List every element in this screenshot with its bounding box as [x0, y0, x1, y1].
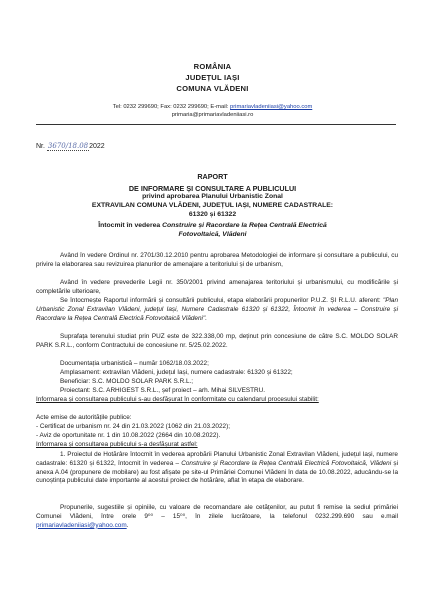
- paragraph-ordinance: Având în vedere Ordinul nr. 2701/30.12.2010 pentru aprobarea Metodologiei de informare și consultare a publicului, cu privire la elaborarea sau revizuirea planurilor de amenajare a teritoriului și de urbanism,: [36, 252, 398, 268]
- report-purpose-prefix: Întocmit în vederea: [98, 222, 161, 229]
- contact-line-1: [0, 104, 425, 110]
- paragraph-report-intro: [36, 297, 398, 323]
- paragraph-surface: Suprafața terenului studiat prin PUZ este de 322.338,00 mp, deținut prin concesiune de către S.C. MOLDO SOLAR PARK S.R.L., conform Contractului de concesiune nr. 5/25.02.2022.: [36, 333, 398, 349]
- contact-line-2: [0, 112, 425, 118]
- registration-prefix: Nr.: [36, 143, 45, 150]
- proposals-end: .: [126, 521, 129, 529]
- report-subtitle-1: DE INFORMARE ȘI CONSULTARE A PUBLICULUI: [128, 184, 297, 193]
- registration-number: [36, 142, 105, 150]
- registration-handwritten-number: 3670/18.08: [47, 142, 89, 150]
- info-calendar-heading: Informarea și consultarea publicului s-au desfășurat în conformitate cu calendarul procesului stabilit:: [36, 396, 319, 403]
- beneficiary: Beneficiar: S.C. MOLDO SOLAR PARK S.R.L.;: [60, 378, 194, 385]
- act-opportunity-notice: - Aviz de oportunitate nr. 1 din 10.08.2022 (2664 din 10.08.2022).: [36, 432, 221, 439]
- report-subtitle-3: EXTRAVILAN COMUNA VLĂDENI, JUDEȚUL IAȘI, NUMERE CADASTRALE:: [91, 202, 334, 209]
- report-title: RAPORT: [197, 172, 228, 181]
- acts-heading: Acte emise de autoritățile publice:: [36, 414, 132, 421]
- paragraph-law: Având în vedere prevederile Legii nr. 350/2001 privind amenajarea teritoriului și urbanismului, cu modificările și completările ulterioare,: [36, 279, 398, 295]
- item-1-text-c: și anexa A.04 (propunere de mobilare) au fost afișate pe site-ul Primăriei Comunei Vlădeni în data de 10.08.2022, aducându-se la cunoștința publicului date importante al acestui proiect de hotărâre, aflat în etapa de elaborare.: [36, 459, 398, 485]
- header-commune: COMUNA VLĂDENI: [176, 84, 249, 93]
- info-process-heading: Informarea și consultarea publicului s-a desfășurat astfel:: [36, 441, 198, 448]
- registration-year: 2022: [89, 143, 105, 150]
- item-1-text-a: 1. Proiectul de Hotărâre întocmit în vederea aprobării Planului Urbanistic Zonal Extravilan Vlădeni, județul Iași, numere cadastrale: 61320 și 61322, întocmit în vederea –: [36, 451, 398, 467]
- report-purpose-line: [0, 222, 425, 229]
- paragraph-item-1: [36, 451, 398, 486]
- report-subtitle-2: privind aprobarea Planului Urbanistic Zonal: [142, 193, 283, 200]
- designer: Proiectant: S.C. ARHIGEST S.R.L., șef proiect – arh. Mihai SILVESTRU.: [60, 387, 266, 394]
- contact-phone-fax: Tel: 0232 299690; Fax: 0232 299690; E-mail:: [112, 104, 229, 110]
- act-urbanism-certificate: - Certificat de urbanism nr. 24 din 21.03.2022 (1062 din 21.03.2022);: [36, 423, 230, 430]
- contact-email-link[interactable]: primariavladeniiasi@yahoo.com: [230, 104, 313, 110]
- paragraph-report-intro-text: Se întocmește Raportul informării și consultării publicului, etapa elaborării propunerilor P.U.Z. ȘI R.L.U. aferent:: [60, 297, 381, 304]
- contact-email-secondary[interactable]: primaria@primariavladeniiasi.ro: [171, 112, 254, 118]
- item-1-text-italic: Construire și Racordare la Rețea Centrală Electrică Fotovoltaică, Vlădeni: [181, 459, 392, 467]
- paragraph-report-intro-project: "Plan Urbanistic Zonal Extravilan Vlădeni, județul Iași, Numere Cadastrale 61320 și 61322, Întocmit în vederea – Construire și Racordare la Rețea Centrală Electrică Fotovoltaică Vlădeni".: [36, 297, 398, 322]
- header-county: JUDEȚUL IAȘI: [185, 73, 240, 82]
- report-purpose-italic: Construire și Racordare la Rețea Centrală Electrică: [162, 222, 327, 229]
- proposals-text: Propunerile, sugestiile și opiniile, cu valoare de recomandare ale cetățenilor, au putut fi remise la sediul primăriei Comunei Vlădeni, între orele 9⁰⁰ – 15⁰⁰, în zilele lucrătoare, la telefonul 0232.299.690 sau e.mail: [36, 504, 398, 520]
- doc-number: Documentația urbanistică – număr 1062/18.03.2022;: [60, 360, 209, 367]
- paragraph-proposals: [36, 504, 398, 530]
- report-subtitle-4: 61320 și 61322: [188, 211, 237, 218]
- proposals-email-link[interactable]: primariavladeniiasi@yahoo.com: [36, 521, 127, 529]
- header-divider: [36, 124, 396, 125]
- report-purpose-line-2: Fotovoltaică, Vlădeni: [178, 231, 247, 238]
- header-country: ROMÂNIA: [193, 62, 232, 71]
- location: Amplasament: extravilan Vlădeni, județul Iași, numere cadastrale: 61320 și 61322;: [60, 369, 293, 376]
